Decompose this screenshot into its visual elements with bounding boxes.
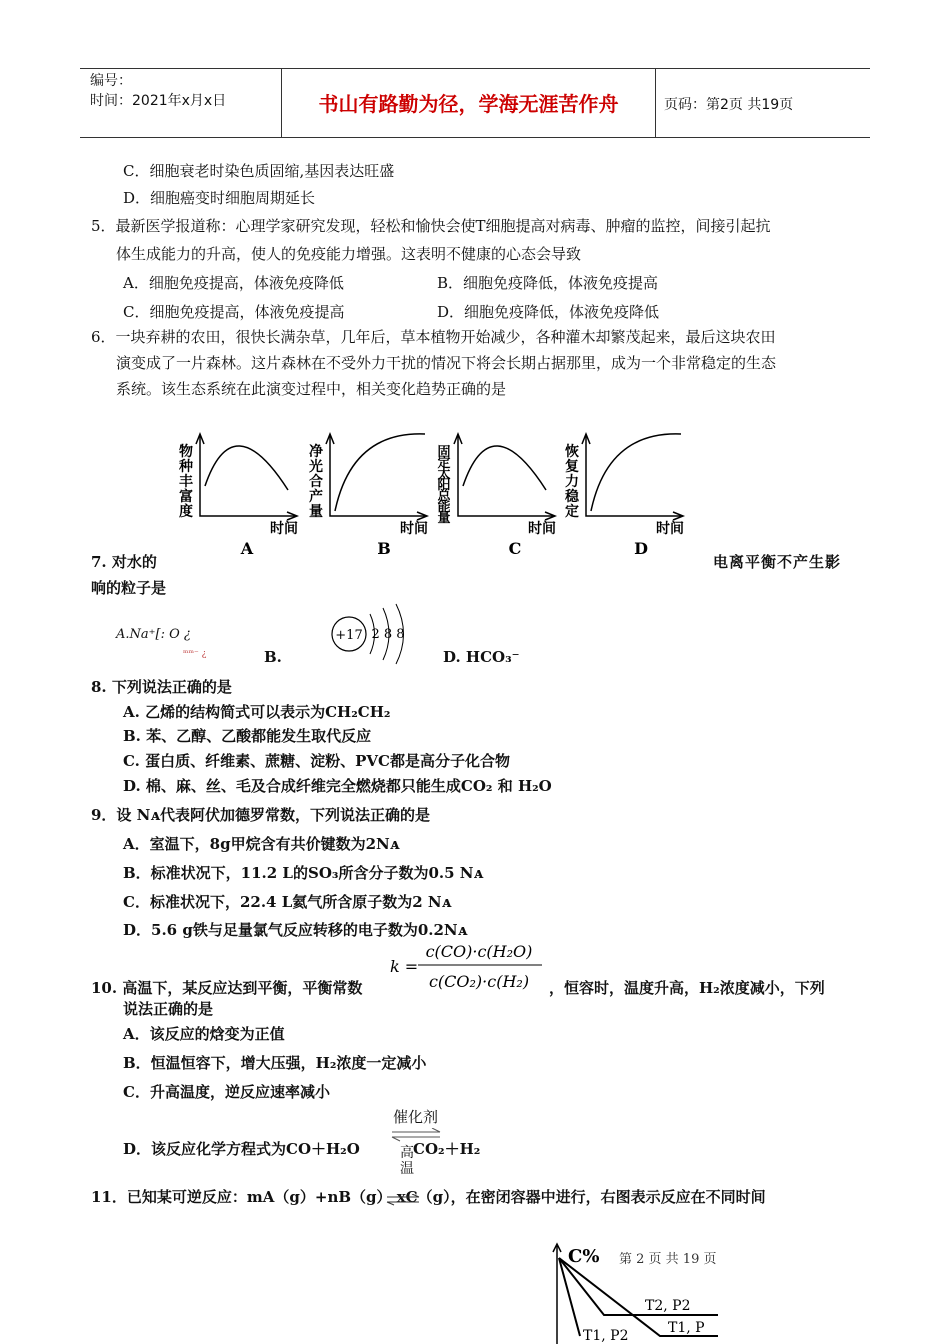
header-number: 编号： <box>90 73 132 89</box>
q8-stem: 8. 下列说法正确的是 <box>91 678 232 696</box>
curve-label-t1-p2: T1, P2 <box>583 1328 629 1344</box>
graph-y-label-char: 富 <box>179 489 193 505</box>
reversible-arrow <box>385 1194 421 1206</box>
q5-stem-line1: 5．最新医学报道称：心理学家研究发现，轻松和愉快会使T细胞提高对病毒、肿瘤的监控，间接引起抗 <box>91 217 771 235</box>
graph-y-label-char: 度 <box>179 504 193 520</box>
q7-option-d: D. HCO₃⁻ <box>443 648 520 666</box>
q7-stem-line2: 响的粒子是 <box>91 579 167 597</box>
trend-curve <box>463 446 546 490</box>
page-footer: 第 2 页 共 19 页 <box>617 1248 718 1267</box>
trend-graph-C <box>437 434 556 558</box>
graph-y-label-char: 物 <box>179 444 193 460</box>
curve-label-t1-p: T1, P <box>668 1320 705 1336</box>
graph-x-label: 时间 <box>656 521 684 537</box>
q10-option-c: C．升高温度，逆反应速率减小 <box>123 1083 330 1101</box>
q7-option-b: B. <box>264 648 282 666</box>
atom-nucleus-label: +17 <box>335 628 363 643</box>
graph-option-letter: A <box>240 539 254 558</box>
graph-y-label-char: 稳 <box>565 489 579 505</box>
q7-option-a: A.Na⁺[: O ¿ <box>116 627 191 642</box>
graph-y-label-char: 阳 <box>437 478 451 493</box>
q4-option-c: C．细胞衰老时染色质固缩,基因表达旺盛 <box>123 162 395 180</box>
graph-option-letter: C <box>508 539 522 558</box>
graph-y-label-char: 定 <box>565 504 579 520</box>
graph-y-label-char: 恢 <box>565 444 579 460</box>
trend-graph-B <box>309 434 428 558</box>
q8-option-a: A. 乙烯的结构简式可以表示为CH₂CH₂ <box>123 703 391 721</box>
q10-option-b: B．恒温恒容下，增大压强，H₂浓度一定减小 <box>123 1054 427 1072</box>
q11-stem: 11．已知某可逆反应：mA（g）+nB（g） xC（g），在密闭容器中进行，右图表示反应在不同时间 <box>91 1188 766 1206</box>
q10-option-a: A．该反应的焓变为正值 <box>123 1025 285 1043</box>
trend-graph-D <box>564 434 684 558</box>
graph-option-letter: B <box>377 539 391 558</box>
graph-y-label-char: 量 <box>309 504 323 520</box>
graph-y-label-char: 种 <box>179 459 193 475</box>
equilibrium-constant-formula <box>384 935 554 997</box>
curve-label-t2-p2: T2, P2 <box>645 1298 691 1314</box>
graph-y-label-char: 总 <box>437 489 451 504</box>
q9-stem: 9．设 Nᴀ代表阿伏加德罗常数，下列说法正确的是 <box>91 806 430 824</box>
q4-option-d: D．细胞癌变时细胞周期延长 <box>123 189 316 207</box>
q7-stem-lead: 7. 对水的 <box>91 553 157 571</box>
header-motto: 书山有路勤为径，学海无涯苦作舟 <box>318 92 619 116</box>
graph-y-label-char: 丰 <box>179 474 193 490</box>
q5-option-a: A．细胞免疫提高，体液免疫降低 <box>123 274 344 292</box>
atom-shell-electrons: 2 8 8 <box>371 627 405 642</box>
q8-option-c: C. 蛋白质、纤维素、蔗糖、淀粉、PVC都是高分子化合物 <box>123 752 510 770</box>
graph-axes <box>586 436 681 516</box>
k-symbol: k = <box>390 957 419 976</box>
header-date: 时间：2021年x月x日 <box>90 93 227 109</box>
graph-y-label-char: 力 <box>565 474 579 490</box>
graph-y-label-char: 量 <box>437 511 451 526</box>
q6-stem-line3: 系统。该生态系统在此演变过程中，相关变化趋势正确的是 <box>116 380 507 398</box>
k-denominator: c(CO₂)·c(H₂) <box>428 972 530 991</box>
q7-option-a-artifact: ᵐᵐ⁻ ¿ <box>183 649 207 659</box>
graph-x-label: 时间 <box>270 521 298 537</box>
q10-stem-b: ，恒容时，温度升高，H₂浓度减小，下列 <box>549 979 825 997</box>
q9-option-a: A．室温下，8g甲烷含有共价键数为2Nᴀ <box>123 835 400 853</box>
figure-y-label: C% <box>568 1246 600 1267</box>
graph-axes <box>330 436 425 516</box>
graph-y-label-char: 净 <box>309 444 323 460</box>
q10-stem-line2: 说法正确的是 <box>123 1000 214 1018</box>
graph-x-label: 时间 <box>400 521 428 537</box>
q5-option-b: B．细胞免疫降低，体液免疫提高 <box>437 274 659 292</box>
graph-y-label-char: 产 <box>309 489 323 505</box>
trend-graph-A <box>178 434 298 558</box>
graph-y-label-char: 复 <box>565 459 579 475</box>
header-page: 页码：第2页 共19页 <box>664 97 794 113</box>
q10-stem-a: 10. 高温下，某反应达到平衡，平衡常数 <box>91 979 363 997</box>
q9-option-c: C．标准状况下，22.4 L氦气所含原子数为2 Nᴀ <box>123 893 452 911</box>
graph-y-label-char: 能 <box>437 500 451 515</box>
q5-option-c: C．细胞免疫提高，体液免疫提高 <box>123 303 345 321</box>
q7-stem-tail: 电离平衡不产生影 <box>713 553 842 571</box>
condition-label: 高温 <box>400 1145 414 1177</box>
trend-curve <box>205 446 288 490</box>
trend-curve <box>591 434 681 511</box>
q9-option-d: D．5.6 g铁与足量氯气反应转移的电子数为0.2Nᴀ <box>123 921 468 939</box>
q5-option-d: D．细胞免疫降低，体液免疫降低 <box>437 303 660 321</box>
chlorine-atom-diagram <box>325 602 415 666</box>
q6-stem-line1: 6．一块弃耕的农田，很快长满杂草，几年后，草本植物开始减少，各种灌木却繁茂起来，最后这块农田 <box>91 328 776 346</box>
graph-y-label-char: 太 <box>437 467 451 482</box>
graph-y-label-char: 固 <box>437 445 451 460</box>
k-numerator: c(CO)·c(H₂O) <box>425 942 533 961</box>
q5-stem-line2: 体生成能力的升高，使人的免疫能力增强。这表明不健康的心态会导致 <box>116 245 582 263</box>
q10-option-d-lead: D．该反应化学方程式为CO＋H₂O <box>123 1140 360 1158</box>
q6-stem-line2: 演变成了一片森林。这片森林在不受外力干扰的情况下将会长期占据那里，成为一个非常稳定的生态 <box>116 354 777 372</box>
graph-option-letter: D <box>634 539 648 558</box>
graph-y-label-char: 光 <box>309 459 323 475</box>
trend-curve <box>335 434 425 511</box>
graph-y-label-char: 合 <box>309 474 323 490</box>
q9-option-b: B．标准状况下，11.2 L的SO₃所含分子数为0.5 Nᴀ <box>123 864 484 882</box>
q10-option-d-tail: CO₂＋H₂ <box>413 1140 481 1158</box>
graph-y-label-char: 定 <box>437 456 451 471</box>
graph-x-label: 时间 <box>528 521 556 537</box>
q8-option-b: B. 苯、乙醇、乙酸都能发生取代反应 <box>123 727 372 745</box>
catalyst-label: 催化剂 <box>393 1108 439 1126</box>
q8-option-d: D. 棉、麻、丝、毛及合成纤维完全燃烧都只能生成CO₂ 和 H₂O <box>123 777 552 795</box>
